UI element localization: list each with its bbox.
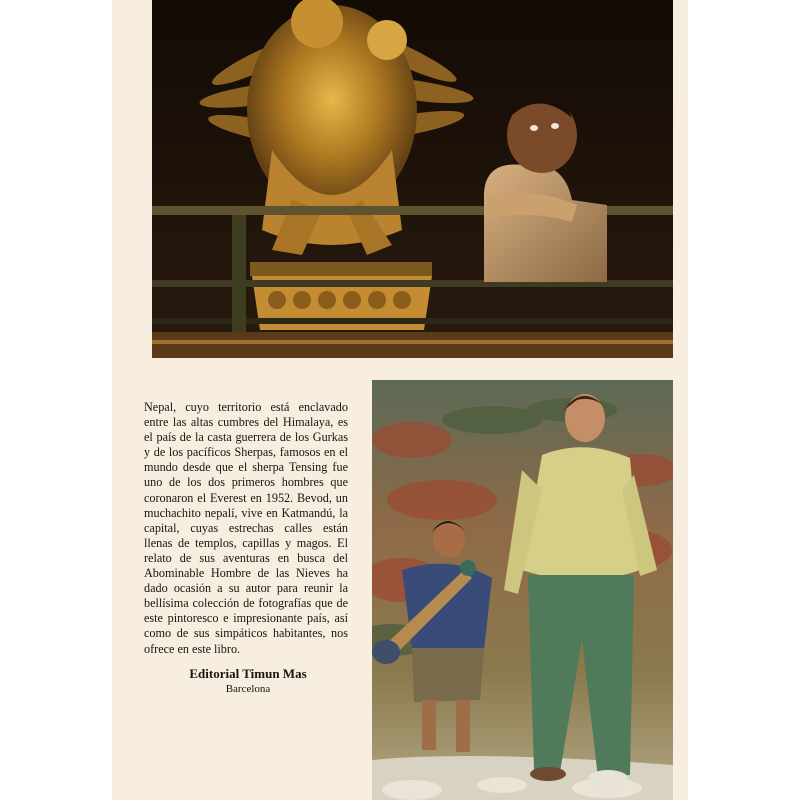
publisher-imprint	[144, 666, 352, 697]
publisher-name: Editorial Timun Mas	[189, 666, 307, 681]
photo-mountaineer-and-boy	[372, 380, 673, 800]
description-text-block	[144, 400, 348, 657]
publisher-city: Barcelona	[225, 683, 271, 695]
photo-deity-statue-and-boy	[152, 0, 673, 358]
description-paragraph: Nepal, cuyo territorio está enclavado entre las altas cumbres del Himalaya, es el país de la casta guerrera de los Gurkas y de los pacíficos Sherpas, famosos en el mundo desde que el sherpa Tensing fue uno de los dos primeros hombres que coronaron el Everest en 1952. Bevod, un muchachito nepalí, vive en Katmandú, la capital, cuyas estrechas calles están llenas de templos, capillas y magos. El relato de sus aventuras en busca del Abominable Hombre de las Nieves ha dado ocasión a su autor para reunir la bellísima colección de fotografías que de este pintoresco e impresionante país, así como de sus simpáticos habitantes, nos ofrece en este libro.	[144, 400, 348, 656]
